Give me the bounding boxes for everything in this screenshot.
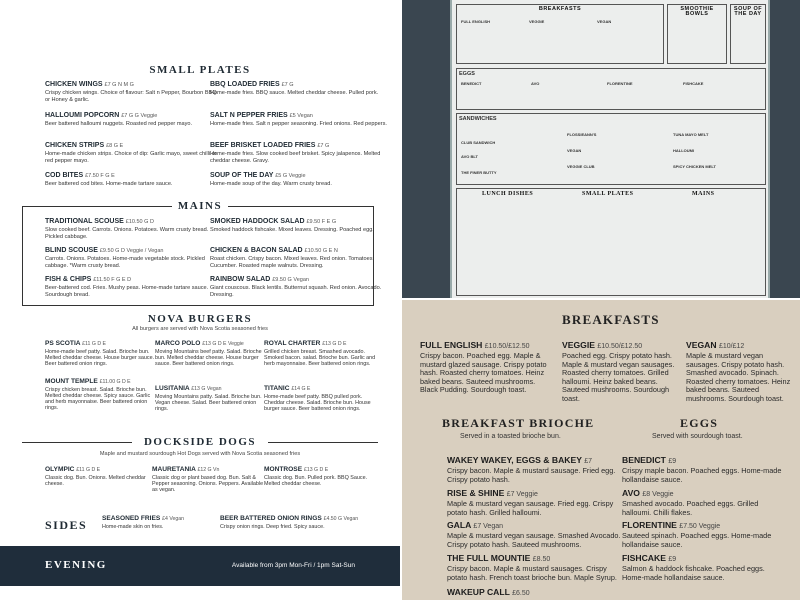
menu-item: CHICKEN WINGS £7 G N M G Crispy chicken wings. Choice of flavour: Salt n Pepper, Bourbon BBQ or Honey & garlic. (45, 81, 217, 103)
menu-item: SOUP OF THE DAY £5 G Veggie Home-made soup of the day. Warm crusty bread. (210, 172, 332, 187)
section-title: SIDES (45, 518, 88, 532)
section-subtitle: Served with sourdough toast. (652, 433, 743, 440)
smoothie-box: SMOOTHIE BOWLS (667, 4, 727, 64)
board-heading: MAINS (692, 191, 715, 197)
board-heading: SMALL PLATES (582, 191, 634, 197)
menu-item: GALA £7 Vegan Maple & mustard vegan sausage. Smashed Avocado. Crispy potato hash. Sauteed mushrooms. (447, 520, 621, 549)
menu-item: MONTROSE £13 G D E Classic dog. Bun. Pulled pork. BBQ Sauce. Melted cheddar cheese. (264, 466, 368, 487)
menu-item: FLORENTINE £7.50 Veggie Sauteed spinach. Poached eggs. Home-made hollandaise sauce. (622, 520, 772, 549)
menu-item: ROYAL CHARTER £13 G D E Grilled chicken breast. Smashed avocado. Smoked bacon. salad. Brioche bun. Garlic and herb mayonnaise. Beer battered onion rings. (264, 340, 376, 368)
printed-menu-photo (402, 300, 800, 600)
menu-item: TRADITIONAL SCOUSE £10.50 G D Slow cooked beef. Carrots. Onions. Potatoes. Warm crusty bread. Pickled cabbage. (45, 218, 209, 240)
menu-item: TITANIC £14 G E Home-made beef patty. BBQ pulled pork. Cheddar cheese. Salad. Brioche bun. House burger sauce. Beer battered onion rings. (264, 385, 371, 413)
menu-item: FULL ENGLISH £10.50/£12.50 Crispy bacon. Poached egg. Maple & mustard glazed sausage. Crispy potato hash. Roasted cherry tomatoes. Heinz baked beans. Sauteed mushrooms. Black Pudding. Sourdough toast. (420, 340, 547, 395)
section-title: NOVA BURGERS (147, 313, 253, 325)
evening-banner (0, 546, 400, 586)
menu-board-photo (402, 0, 800, 298)
menu-item: FISHCAKE £9 Salmon & haddock fishcake. Poached eggs. Home-made hollandaise sauce. (622, 553, 765, 582)
menu-item: FISH & CHIPS £11.50 F G E D Beer-battered cod. Fries. Mushy peas. Home-made tartare sauce. Sourdough bread. (45, 276, 209, 298)
menu-item: SMOKED HADDOCK SALAD £9.50 F E G Smoked haddock fishcake. Mixed leaves. Dressing. Poached egg. (210, 218, 374, 233)
menu-item: BEEF BRISKET LOADED FRIES £7 G Home-made fries. Slow cooked beef brisket. Spicy jalapenos. Melted cheddar cheese. Gravy. (210, 142, 381, 164)
section-title: MAINS (172, 200, 228, 212)
menu-item: COD BITES £7.50 F G E Beer battered cod bites. Home-made tartare sauce. (45, 172, 173, 187)
menu-item: MARCO POLO £13 G D E Veggie Moving Mountains beef patty. Salad. Brioche bun. Melted cheddar cheese. House burger sauce. Beer battered onion rings. (155, 340, 262, 368)
breakfast-box: BREAKFASTS FULL ENGLISH VEGGIE VEGAN (456, 4, 664, 64)
section-title: EGGS (680, 416, 719, 430)
menu-item: VEGGIE £10.50/£12.50 Poached egg. Crispy potato hash. Maple & mustard vegan sausages. Roasted cherry tomatoes. Grilled halloumi. Heinz baked beans. Sauteed mushrooms. Sourdough toast. (562, 340, 675, 403)
menu-item: PS SCOTIA £11 G D E Home-made beef patty. Salad. Brioche bun. Melted cheddar cheese. House burger sauce. Beer battered onion rings. (45, 340, 155, 368)
section-title: BREAKFAST BRIOCHE (442, 416, 595, 430)
menu-item: MAURETANIA £12 G Vn Classic dog or plant based dog. Bun. Salt & Pepper seasoning. Onions. Peppers. Available as vegan. (152, 466, 264, 494)
menu-item: AVO £8 Veggie Smashed avocado. Poached eggs. Grilled halloumi. Chilli flakes. (622, 488, 759, 517)
chalkboard (450, 0, 770, 298)
menu-item: BLIND SCOUSE £9.50 G D Veggie / Vegan Carrots. Onions. Potatoes. Home-made vegetable stock. Pickled cabbage. *Warm crusty bread. (45, 247, 205, 269)
lunch-box (456, 188, 766, 296)
sandwich-box: SANDWICHES CLUB SANDWICH FLOSSIEANN'S TUNA MAYO MELT AVO BLT VEGAN HALLOUMI THE FINER BUTTY VEGGIE CLUB SPICY CHICKEN MELT (456, 113, 766, 185)
section-subtitle: Served in a toasted brioche bun. (460, 433, 561, 440)
menu-item: RAINBOW SALAD £9.50 G Vegan Giant couscous. Black lentils. Butternut squash. Red onion. Avocado. Dressing. (210, 276, 382, 298)
menu-item: BENEDICT £9 Crispy maple bacon. Poached eggs. Home-made hollandaise sauce. (622, 455, 782, 484)
section-subtitle: All burgers are served with Nova Scotia seasoned fries (132, 326, 268, 332)
evening-label: EVENING (45, 559, 107, 571)
menu-item: MOUNT TEMPLE £11.00 G D E Crispy chicken breast. Salad. Brioche bun. Melted cheddar cheese. Spicy sauce. Garlic and herb mayonnaise. Beer battered onion rings. (45, 378, 151, 412)
section-title: SMALL PLATES (149, 64, 251, 76)
menu-item: CHICKEN & BACON SALAD £10.50 G E N Roast chicken. Crispy bacon. Mixed leaves. Red onion. Tomatoes. Cucumber. Roasted maple walnuts. Dressing. (210, 247, 375, 269)
menu-item: VEGAN £10/£12 Maple & mustard vegan sausages. Crispy potato hash. Smashed avocado. Spinach. Roasted cherry tomatoes. Heinz baked beans. Sauteed mushrooms. Sourdough toast. (686, 340, 791, 403)
section-title: DOCKSIDE DOGS (143, 436, 257, 448)
menu-item: WAKEUP CALL £6.50 (447, 587, 530, 597)
eggs-box: EGGS BENEDICT AVO FLORENTINE FISHCAKE (456, 68, 766, 110)
menu-item: LUSITANIA £13 G Vegan Moving Mountains patty. Salad. Brioche bun. Vegan cheese. Salad. Beer battered onion rings. (155, 385, 262, 413)
section-subtitle: Maple and mustard sourdough Hot Dogs served with Nova Scotia seasoned fries (99, 451, 301, 457)
evening-hours: Available from 3pm Mon-Fri / 1pm Sat-Sun (231, 562, 355, 569)
menu-item: SALT N PEPPER FRIES £5 Vegan Home-made fries. Salt n pepper seasoning. Fried onions. Red peppers. (210, 112, 387, 127)
menu-item: THE FULL MOUNTIE £8.50 Crispy bacon. Maple & mustard sausages. Crispy potato hash. French toast brioche bun. Maple Syrup. (447, 553, 617, 582)
menu-item: BBQ LOADED FRIES £7 G Home-made fries. BBQ sauce. Melted cheddar cheese. Pulled pork. (210, 81, 379, 96)
menu-item: OLYMPIC £11 G D E Classic dog. Bun. Onions. Melted cheddar cheese. (45, 466, 146, 487)
menu-item: BEER BATTERED ONION RINGS £4.50 G Vegan Crispy onion rings. Deep fried. Spicy sauce. (220, 515, 359, 530)
menu-item: RISE & SHINE £7 Veggie Maple & mustard vegan sausage. Fried egg. Crispy potato hash. Grilled halloumi. (447, 488, 614, 517)
menu-item: HALLOUMI POPCORN £7 G G Veggie Beer battered halloumi nuggets. Roasted red pepper mayo. (45, 112, 193, 127)
menu-item: WAKEY WAKEY, EGGS & BAKEY £7 Crispy bacon. Maple & mustard sausage. Fried egg. Crispy potato hash. (447, 455, 616, 484)
section-title: BREAKFASTS (562, 312, 660, 327)
menu-item: SEASONED FRIES £4 Vegan Home-made skin on fries. (102, 515, 185, 530)
menu-item: CHICKEN STRIPS £8 G E Home-made chicken strips. Choice of dip: Garlic mayo, sweet chilli or red pepper mayo. (45, 142, 217, 164)
board-heading: LUNCH DISHES (482, 191, 534, 197)
soup-box: SOUP OF THE DAY (730, 4, 766, 64)
